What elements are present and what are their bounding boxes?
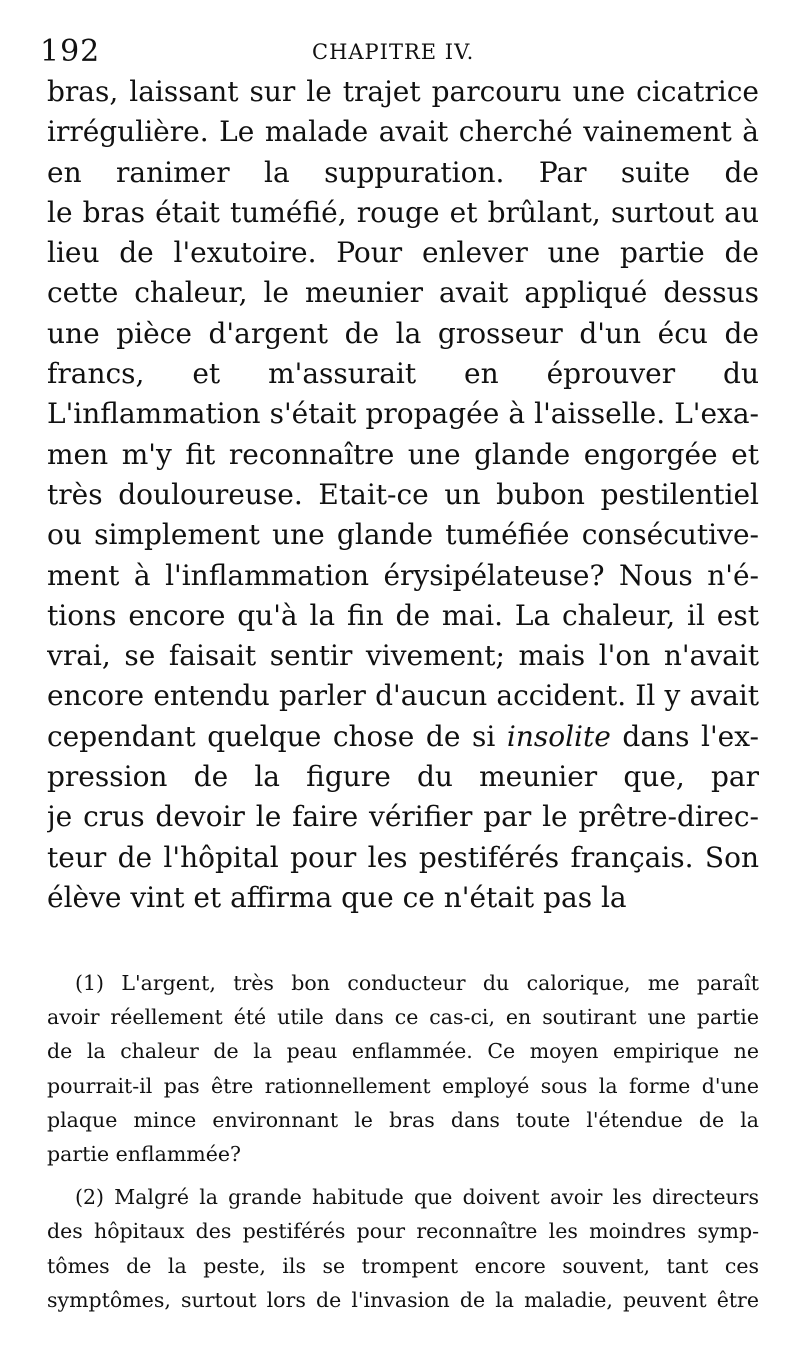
footnote-line: (1) L'argent, très bon conducteur du calorique, me paraît xyxy=(75,971,759,995)
page-number: 192 xyxy=(40,34,101,69)
text-line: encore entendu parler d'aucun accident. Il y avait xyxy=(47,679,759,713)
footnote-line: (2) Malgré la grande habitude que doivent avoir les directeurs xyxy=(75,1185,759,1210)
text-line: men m'y fit reconnaître une glande engorgée et xyxy=(47,437,759,471)
footnote-line: de la chaleur de la peau enflammée. Ce moyen empirique ne xyxy=(47,1039,759,1064)
text-line-with-footnote xyxy=(47,354,759,394)
text-segment: francs, et m'assurait en éprouver du xyxy=(47,357,759,391)
text-line: en ranimer la suppuration. Par suite de xyxy=(47,155,759,189)
footnote-2 xyxy=(47,1180,759,1317)
text-segment: élève vint et affirma que ce n'était pas la xyxy=(47,880,627,914)
text-line: ment à l'inflammation érysipélateuse? Nous n'é- xyxy=(47,558,759,592)
text-line: teur de l'hôpital pour les pestiférés français. Son xyxy=(47,840,759,874)
footnote-line: plaque mince environnant le bras dans toute l'étendue de la xyxy=(47,1107,759,1132)
text-line: ou simplement une glande tuméfiée consécutive- xyxy=(47,518,759,552)
text-line: bras, laissant sur le trajet parcouru une cicatrice xyxy=(47,75,759,108)
text-line-with-footnote xyxy=(47,878,759,918)
italic-word: insolite xyxy=(506,719,611,753)
text-line: L'inflammation s'était propagée à l'aisselle. L'exa- xyxy=(47,397,759,431)
footnote-line: avoir réellement été utile dans ce cas-ci, en soutirant une partie xyxy=(47,1005,759,1030)
footnote-1 xyxy=(47,966,759,1171)
footnotes xyxy=(47,966,759,1326)
page-header xyxy=(40,34,800,74)
footnote-line: partie enflammée? xyxy=(47,1141,241,1166)
text-line: très douloureuse. Etait-ce un bubon pestilentiel xyxy=(47,477,759,511)
footnote-line: des hôpitaux des pestiférés pour reconnaître les moindres symp- xyxy=(47,1219,759,1244)
footnote-line: tômes de la peste, ils se trompent encore souvent, tant ces xyxy=(47,1253,759,1278)
text-line: cette chaleur, le meunier avait appliqué dessus xyxy=(47,276,759,310)
text-line: le bras était tuméfié, rouge et brûlant, surtout au xyxy=(47,195,759,229)
main-text xyxy=(47,72,800,918)
text-line: pression de la figure du meunier que, par xyxy=(47,760,759,794)
text-line: une pièce d'argent de la grosseur d'un écu de xyxy=(47,316,759,350)
running-head: CHAPITRE IV. xyxy=(312,40,475,64)
footnote-line: symptômes, surtout lors de l'invasion de la maladie, peuvent être xyxy=(47,1287,759,1312)
text-line: je crus devoir le faire vérifier par le prêtre-direc- xyxy=(47,800,759,834)
footnote-line: pourrait-il pas être rationnellement employé sous la forme d'une xyxy=(47,1073,759,1098)
text-line: tions encore qu'à la fin de mai. La chaleur, il est xyxy=(47,598,759,632)
text-line: vrai, se faisait sentir vivement; mais l'on n'avait xyxy=(47,639,759,673)
text-line: lieu de l'exutoire. Pour enlever une partie de xyxy=(47,236,759,270)
text-line-with-italic xyxy=(47,717,759,757)
text-segment: dans l'ex- xyxy=(622,719,759,753)
text-segment: cependant quelque chose de si xyxy=(47,719,496,753)
text-line: irrégulière. Le malade avait cherché vainement à xyxy=(47,115,759,149)
